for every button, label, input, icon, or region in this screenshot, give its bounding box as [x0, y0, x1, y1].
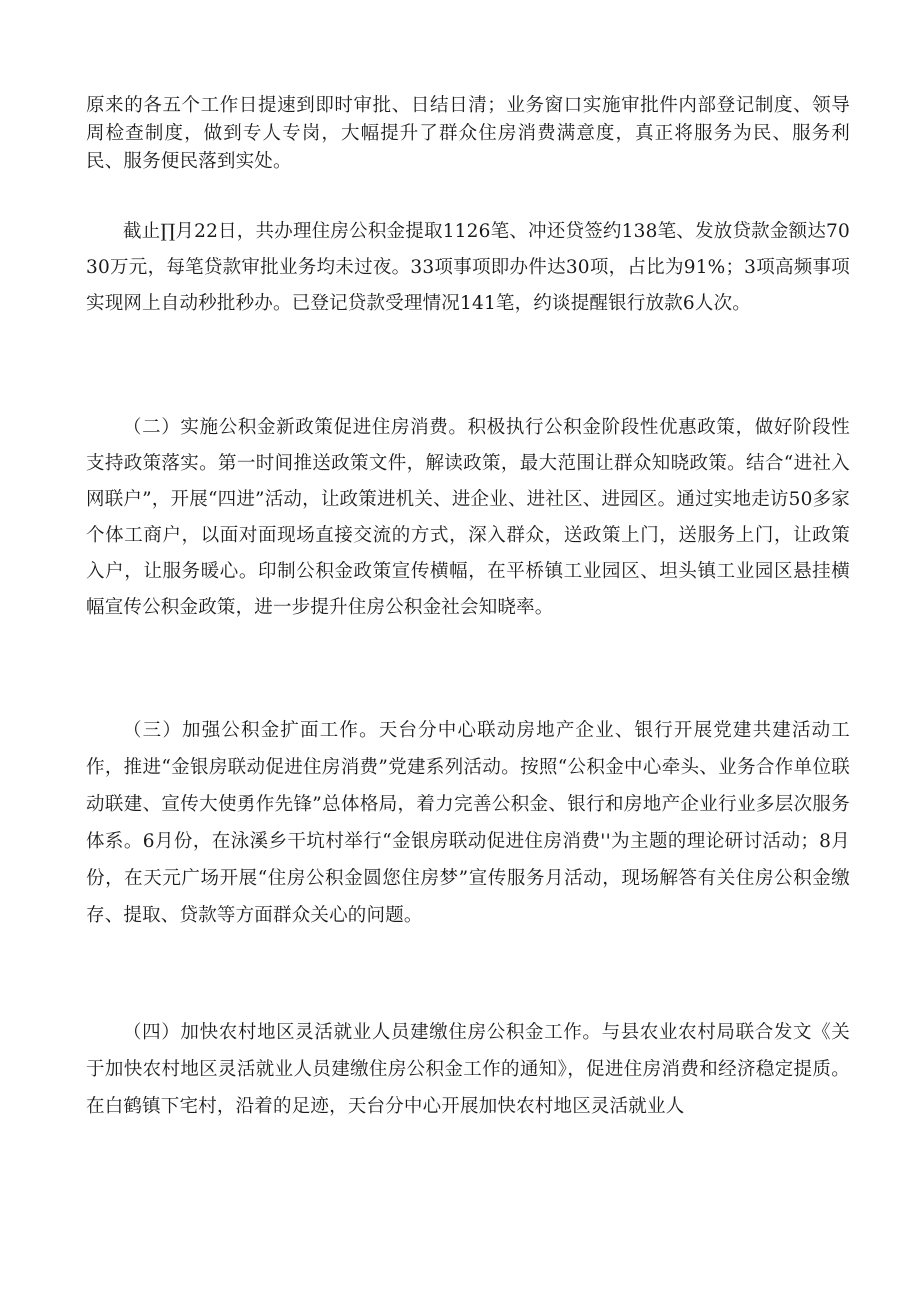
paragraph-section-4-rural-workers: （四）加快农村地区灵活就业人员建缴住房公积金工作。与县农业农村局联合发文《关于加快农村地区灵活就业人员建缴住房公积金工作的通知》，促进住房消费和经济稳定提质。在白鹤镇下宅村，沿着的足迹，天台分中心开展加快农村地区灵活就业人 — [86, 1022, 850, 1117]
paragraph-section-2-new-policy: （二）实施公积金新政策促进住房消费。积极执行公积金阶段性优惠政策，做好阶段性支持政策落实。第一时间推送政策文件，解读政策，最大范围让群众知晓政策。结合“进社入网联户”，开展“四进”活动，让政策进机关、进企业、进社区、进园区。通过实地走访50多家个体工商户，以面对面现场直接交流的方式，深入群众，送政策上门，送服务上门，让政策入户，让服务暖心。印制公积金政策宣传横幅，在平桥镇工业园区、坦头镇工业园区悬挂横幅宣传公积金政策，进一步提升住房公积金社会知晓率。 — [86, 417, 850, 618]
paragraph-business-statistics: 截止∏月22日，共办理住房公积金提取1126笔、冲还贷签约138笔、发放贷款金额达7030万元，每笔贷款审批业务均未过夜。33项事项即办件达30项，占比为91%；3项高频事项实现网上自动秒批秒办。已登记贷款受理情况141笔，约谈提醒银行放款6人次。 — [86, 221, 850, 314]
paragraph-continued-service-window: 原来的各五个工作日提速到即时审批、日结日清；业务窗口实施审批件内部登记制度、领导周检查制度，做到专人专岗，大幅提升了群众住房消费满意度，真正将服务为民、服务利民、服务便民落到实处。 — [86, 95, 850, 172]
paragraph-section-3-expansion: （三）加强公积金扩面工作。天台分中心联动房地产企业、银行开展党建共建活动工作，推进“金银房联动促进住房消费”党建系列活动。按照“公积金中心牵头、业务合作单位联动联建、宣传大使勇作先锋”总体格局，着力完善公积金、银行和房地产企业行业多层次服务体系。6月份，在泳溪乡干坑村举行“金银房联动促进住房消费''为主题的理论研讨活动；8月份，在天元广场开展“住房公积金圆您住房梦”宣传服务月活动，现场解答有关住房公积金缴存、提取、贷款等方面群众关心的问题。 — [86, 720, 850, 926]
